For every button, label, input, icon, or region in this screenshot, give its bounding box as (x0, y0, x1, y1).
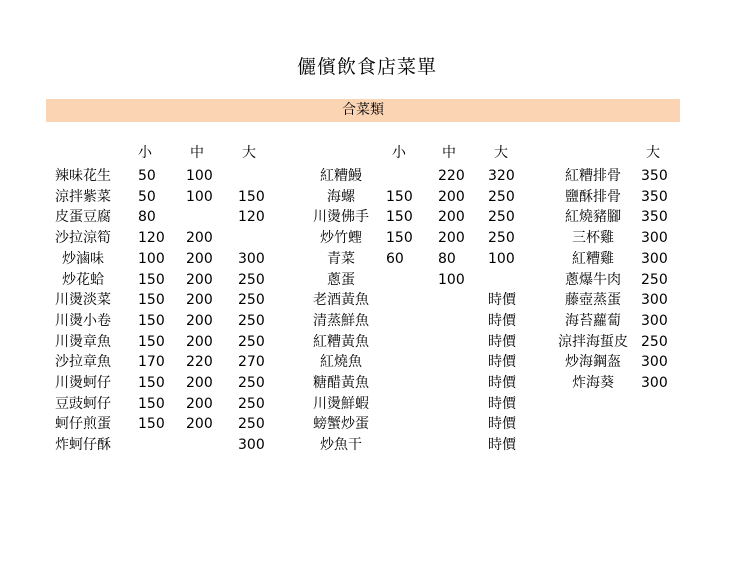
item-name: 蚵仔煎蛋 (55, 416, 111, 433)
price-large: 時價 (488, 437, 516, 454)
item-name: 川燙章魚 (55, 333, 111, 350)
price-small: 80 (138, 209, 156, 226)
item-name: 糖醋黃魚 (313, 375, 369, 391)
item-name: 豆豉蚵仔 (55, 395, 111, 412)
price-large: 250 (488, 230, 515, 247)
item-name: 海苔蘿蔔 (565, 312, 621, 329)
header-large: 大 (646, 145, 660, 161)
item-name: 炒滷味 (62, 250, 104, 267)
item-name: 川燙蚵仔 (55, 375, 111, 391)
item-name: 海螺 (327, 188, 355, 205)
price-large: 300 (238, 437, 265, 454)
price-large: 350 (641, 188, 668, 205)
header-medium: 中 (442, 145, 456, 161)
price-large: 320 (488, 168, 515, 184)
price-large: 時價 (488, 354, 516, 371)
item-name: 沙拉章魚 (55, 354, 111, 371)
price-large: 250 (238, 333, 265, 350)
price-small: 150 (138, 395, 165, 412)
price-large: 300 (641, 250, 668, 267)
price-medium: 80 (438, 250, 456, 267)
item-name: 鹽酥排骨 (565, 188, 621, 205)
price-large: 時價 (488, 292, 516, 309)
item-name: 藤壺蒸蛋 (565, 292, 621, 309)
item-name: 紅糟鰻 (320, 168, 362, 184)
price-medium: 200 (186, 292, 213, 309)
price-small: 150 (138, 416, 165, 433)
item-name: 炒海鋼盔 (565, 354, 621, 371)
price-medium: 200 (438, 209, 465, 226)
price-large: 120 (238, 209, 265, 226)
item-name: 紅糟雞 (572, 250, 614, 267)
header-small: 小 (392, 145, 406, 161)
price-medium: 200 (438, 230, 465, 247)
price-large: 時價 (488, 395, 516, 412)
price-medium: 220 (438, 168, 465, 184)
price-medium: 200 (186, 312, 213, 329)
item-name: 蔥蛋 (327, 271, 355, 288)
price-large: 150 (238, 188, 265, 205)
price-small: 150 (138, 333, 165, 350)
price-small: 150 (138, 312, 165, 329)
header-large: 大 (494, 145, 508, 161)
price-medium: 200 (186, 250, 213, 267)
item-name: 三杯雞 (572, 230, 614, 247)
item-name: 青菜 (327, 250, 355, 267)
item-name: 炒花蛤 (62, 271, 104, 288)
item-name: 川燙鮮蝦 (313, 395, 369, 412)
price-small: 150 (386, 230, 413, 247)
item-name: 川燙佛手 (313, 209, 369, 226)
item-name: 皮蛋豆腐 (55, 209, 111, 226)
price-large: 250 (238, 271, 265, 288)
item-name: 炸海葵 (572, 375, 614, 391)
item-name: 紅糟黃魚 (313, 333, 369, 350)
item-name: 紅燒魚 (320, 354, 362, 371)
price-small: 150 (138, 292, 165, 309)
price-small: 150 (138, 271, 165, 288)
header-small: 小 (138, 145, 152, 161)
price-medium: 200 (186, 375, 213, 391)
header-medium: 中 (190, 145, 204, 161)
price-large: 300 (641, 292, 668, 309)
price-small: 50 (138, 168, 156, 184)
price-large: 270 (238, 354, 265, 371)
item-name: 炒竹蟶 (320, 230, 362, 247)
price-small: 150 (386, 188, 413, 205)
price-large: 300 (238, 250, 265, 267)
price-large: 300 (641, 375, 668, 391)
price-large: 350 (641, 209, 668, 226)
item-name: 沙拉涼筍 (55, 230, 111, 247)
price-large: 250 (238, 416, 265, 433)
price-medium: 200 (186, 416, 213, 433)
price-large: 時價 (488, 416, 516, 433)
price-large: 300 (641, 312, 668, 329)
item-name: 紅糟排骨 (565, 168, 621, 184)
price-medium: 100 (186, 168, 213, 184)
price-large: 250 (238, 312, 265, 329)
item-name: 川燙小卷 (55, 312, 111, 329)
price-large: 250 (238, 375, 265, 391)
item-name: 蔥爆牛肉 (565, 271, 621, 288)
price-small: 150 (386, 209, 413, 226)
price-medium: 100 (186, 188, 213, 205)
item-name: 涼拌海蜇皮 (558, 333, 628, 350)
item-name: 辣味花生 (55, 168, 111, 184)
price-medium: 200 (186, 395, 213, 412)
price-medium: 200 (186, 333, 213, 350)
item-name: 紅燒豬腳 (565, 209, 621, 226)
price-small: 120 (138, 230, 165, 247)
item-name: 炒魚干 (320, 437, 362, 454)
item-name: 涼拌紫菜 (55, 188, 111, 205)
item-name: 老酒黃魚 (313, 292, 369, 309)
price-large: 時價 (488, 375, 516, 391)
price-large: 250 (488, 188, 515, 205)
price-small: 100 (138, 250, 165, 267)
price-large: 250 (488, 209, 515, 226)
section-header: 合菜類 (46, 99, 680, 122)
item-name: 螃蟹炒蛋 (313, 416, 369, 433)
price-large: 250 (641, 333, 668, 350)
price-large: 350 (641, 168, 668, 184)
price-small: 150 (138, 375, 165, 391)
item-name: 川燙淡菜 (55, 292, 111, 309)
price-large: 300 (641, 230, 668, 247)
item-name: 炸蚵仔酥 (55, 437, 111, 454)
header-large: 大 (242, 145, 256, 161)
price-large: 時價 (488, 312, 516, 329)
price-large: 250 (641, 271, 668, 288)
price-large: 100 (488, 250, 515, 267)
price-large: 300 (641, 354, 668, 371)
price-large: 250 (238, 292, 265, 309)
price-medium: 220 (186, 354, 213, 371)
price-small: 170 (138, 354, 165, 371)
price-medium: 200 (186, 230, 213, 247)
menu-title: 儷儐飲食店菜單 (296, 56, 437, 78)
price-medium: 200 (186, 271, 213, 288)
price-large: 時價 (488, 333, 516, 350)
price-small: 50 (138, 188, 156, 205)
price-small: 60 (386, 250, 404, 267)
item-name: 清蒸鮮魚 (313, 312, 369, 329)
price-medium: 100 (438, 271, 465, 288)
price-medium: 200 (438, 188, 465, 205)
price-large: 250 (238, 395, 265, 412)
